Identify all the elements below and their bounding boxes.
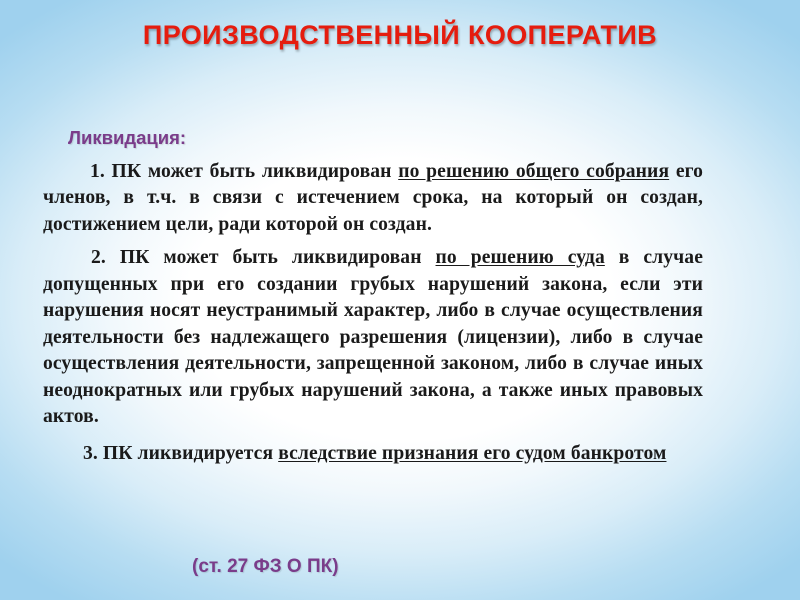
paragraph-3 (43, 441, 703, 468)
paragraph-1-text: 1. ПК может быть ликвидирован (90, 160, 399, 182)
legal-citation: (ст. 27 ФЗ О ПК) (192, 556, 339, 577)
paragraph-3-underlined: вследствие признания его судом банкротом (278, 442, 667, 464)
paragraph-2-underlined: по решению суда (435, 247, 605, 268)
paragraph-2-text: 2. ПК может быть ликвидирован (91, 247, 436, 268)
paragraph-1 (43, 159, 703, 239)
section-heading: Ликвидация: (68, 127, 187, 148)
slide-body (43, 125, 703, 474)
paragraph-2-rest: в случае допущенных при его создании грубых нарушений закона, если эти нарушения носят неустранимый характер, либо в случае осуществления деятельности без надлежащего разрешения (лицензии), либо в случае осуществления деятельности, запрещенной законом, либо в случае иных неоднократных или грубых нарушений закона, а также иных правовых актов. (43, 247, 703, 427)
slide-title: ПРОИЗВОДСТВЕННЫЙ КООПЕРАТИВ (142, 20, 658, 50)
paragraph-2 (43, 245, 703, 431)
paragraph-1-rest: его членов, в т.ч. в связи с истечением срока, на который он создан, достижением цели, ради которой он создан. (43, 160, 704, 235)
paragraph-1-underlined: по решению общего собрания (398, 160, 670, 182)
paragraph-3-text: 3. ПК ликвидируется (83, 442, 279, 464)
